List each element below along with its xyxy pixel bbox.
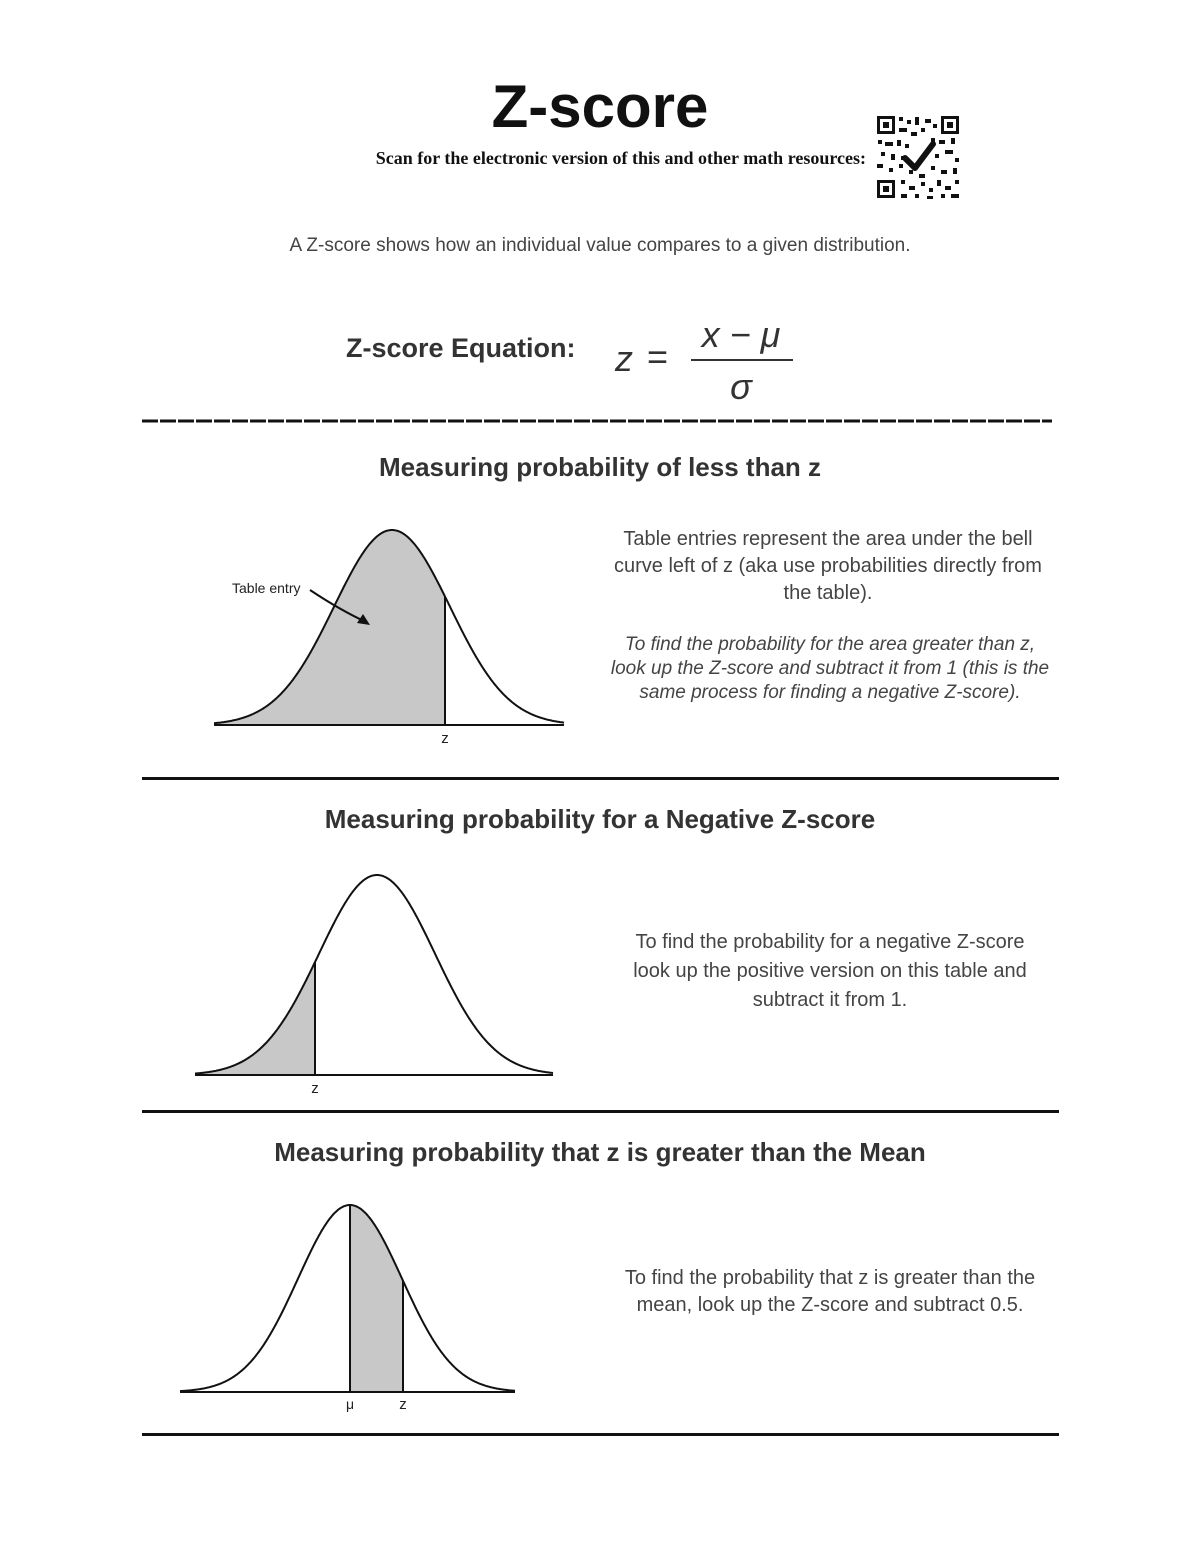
equation-numerator: x − μ bbox=[701, 314, 781, 355]
equation-equals: = bbox=[647, 336, 669, 377]
equation-denominator: σ bbox=[730, 366, 752, 407]
z-label: z bbox=[441, 730, 449, 747]
section-2-description: To find the probability for a negative Z-score look up the positive version on this table and subtract it from 1. bbox=[633, 931, 1027, 1011]
intro-text: A Z-score shows how an individual value compares to a given distribution. bbox=[289, 235, 911, 256]
table-entry-annotation: Table entry bbox=[232, 580, 301, 596]
qr-code-icon[interactable] bbox=[875, 114, 961, 200]
section-divider bbox=[142, 1110, 1059, 1113]
equation-label: Z-score Equation: bbox=[346, 333, 576, 363]
section-1-note: To find the probability for the area greater than z, look up the Z-score and subtract it from 1 (this is the same process for finding a negative Z-score). bbox=[610, 634, 1050, 703]
section-heading-less-than: Measuring probability of less than z bbox=[378, 452, 822, 482]
section-3-description: To find the probability that z is greater than the mean, look up the Z-score and subtract 0.5. bbox=[624, 1267, 1036, 1316]
shaded-area-mean-to-z bbox=[350, 1205, 403, 1392]
bell-curve bbox=[195, 875, 553, 1074]
section-divider bbox=[142, 777, 1059, 780]
equation-lhs: z bbox=[615, 338, 633, 379]
z-label: z bbox=[311, 1080, 319, 1097]
shaded-area-left-of-z bbox=[214, 530, 445, 725]
section-heading-greater-than-mean: Measuring probability that z is greater than the Mean bbox=[274, 1137, 926, 1167]
z-score-equation bbox=[605, 305, 805, 415]
section-divider bbox=[142, 1433, 1059, 1436]
section-1-description: Table entries represent the area under the bell curve left of z (aka use probabilities directly from the table). bbox=[614, 528, 1042, 604]
bell-curve bbox=[180, 1205, 515, 1391]
page-title: Z-score bbox=[491, 73, 709, 140]
shaded-area-left-tail bbox=[195, 962, 315, 1075]
dashed-divider bbox=[142, 416, 1052, 426]
bell-curve-negative-z-figure bbox=[185, 860, 565, 1100]
section-heading-negative-z: Measuring probability for a Negative Z-score bbox=[324, 804, 876, 834]
scan-caption: Scan for the electronic version of this and other math resources: bbox=[375, 148, 866, 168]
mu-label: μ bbox=[345, 1396, 355, 1412]
bell-curve-left-tail-figure bbox=[200, 515, 580, 750]
bell-curve-mean-to-z-figure bbox=[170, 1195, 530, 1420]
z-label: z bbox=[399, 1396, 407, 1413]
